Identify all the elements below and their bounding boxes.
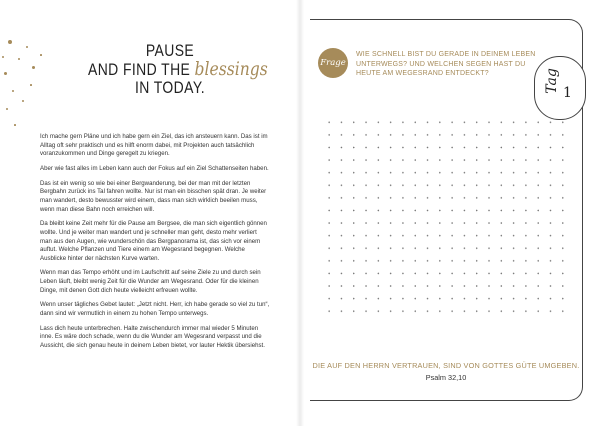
dot-grid-writing-area bbox=[323, 116, 569, 320]
verse-reference: Psalm 32,10 bbox=[425, 373, 467, 382]
reflection-question: WIE SCHNELL BIST DU GERADE IN DEINEM LEBEN UNTERWEGS? UND WELCHEN SEGEN HAST DU HEUTE AM WEGESRAND ENTDECKT? bbox=[356, 51, 536, 78]
day-tab-word: Tag bbox=[543, 68, 560, 94]
day-tab-number: 1 bbox=[563, 85, 572, 101]
heading-line-2 bbox=[88, 58, 268, 80]
day-tab bbox=[534, 56, 586, 120]
heading-line-2-text: AND FIND THE bbox=[88, 60, 191, 79]
question-badge: Frage bbox=[318, 48, 348, 78]
page-heading bbox=[70, 42, 270, 97]
paragraph: Das ist ein wenig so wie bei einer Bergwanderung, bei der man mit der letzten Bergbahn zurück ins Tal fahren wollte. Nur ist man ein bisschen spät dran. Je weiter man wandert, desto bewusster wird einem, dass man sich wirklich beeilen muss, wenn man diese Bahn noch erreichen will. bbox=[40, 179, 267, 213]
paragraph: Wenn unser tägliches Gebet lautet: „Jetzt nicht. Herr, ich habe gerade so viel zu tun“, dann sind wir vermutlich in einem zu hohen Tempo unterwegs. bbox=[40, 301, 270, 318]
paragraph: Da bleibt keine Zeit mehr für die Pause am Bergsee, die man sich eigentlich gönnen wollte. Und je weiter man wandert und je schneller man geht, desto mehr verliert man aus den Augen, wie wunderschön das Bergpanorama ist, das sich vor einem auftut. Welche Pflanzen und Tiere einem am Wegesrand begegnen. Welche Ausblicke hinter der nächsten Kurve warten. bbox=[40, 220, 267, 262]
bible-verse: DIE AUF DEN HERRN VERTRAUEN, SIND VON GOTTES GÜTE UMGEBEN. bbox=[312, 361, 580, 370]
devotional-text bbox=[40, 133, 270, 357]
paragraph: Aber wie fast alles im Leben kann auch der Fokus auf ein Ziel Schattenseiten haben. bbox=[40, 164, 269, 172]
paragraph: Lass dich heute unterbrechen. Halte zwischendurch immer mal wieder 5 Minuten inne. Es wäre doch schade, wenn du die Wunder am Wegesrand verpasst und die Aussicht, die sich genau heute in deinem Leben bietet, vor lauter Hektik übersiehst. bbox=[40, 324, 265, 349]
paragraph: Ich mache gern Pläne und ich habe gern ein Ziel, das ich ansteuern kann. Das ist im Alltag oft sehr praktisch und es hilft enorm dabei, mit Projekten auch tatsächlich voranzukommen und Dinge geregelt zu kriegen. bbox=[40, 133, 268, 158]
heading-line-3: IN TODAY. bbox=[134, 78, 206, 97]
heading-line-1: PAUSE bbox=[145, 41, 195, 60]
right-page bbox=[300, 0, 600, 426]
heading-script-word: blessings bbox=[194, 58, 268, 80]
paragraph: Wenn man das Tempo erhöht und im Laufschritt auf seine Ziele zu und durch sein Leben läuft, bleibt wenig Zeit für die Wunder am Wegesrand. Oder für die kleinen Dinge, mit denen Gott dich heute vielleicht erfreuen wollte. bbox=[40, 269, 261, 294]
